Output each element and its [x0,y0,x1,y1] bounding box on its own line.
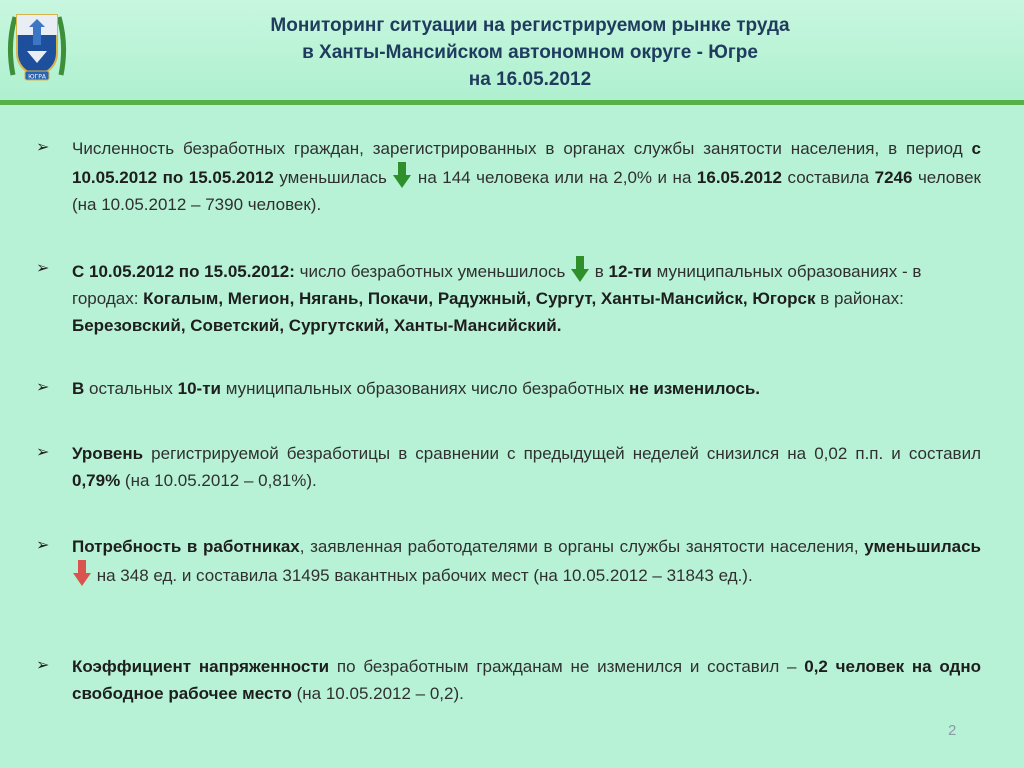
page-number: 2 [948,722,957,739]
bullet-marker: ➢ [36,537,50,554]
bullet-marker: ➢ [36,444,50,461]
arrow-down-green-icon [570,256,590,283]
arrow-down-green-icon [392,162,412,189]
paragraph-unemployed-count: Численность безработных граждан, зарегистрированных в органах службы занятости населения, в период с 10.05.2012 по 15.05.2012 уменьшилась на 144 человека или на 2,0% и на 16.05.2012 составила 7246 человек (на 10.05.2012 – 7390 человек). [72,139,981,214]
header-divider [0,100,1024,105]
title-line-3: на 16.05.2012 [468,69,592,90]
bullet-marker: ➢ [36,139,50,156]
paragraph-unchanged: В остальных 10-ти муниципальных образованиях число безработных не изменилось. [72,379,760,398]
bullet-marker: ➢ [36,657,50,674]
arrow-down-red-icon [72,560,92,587]
title-line-2: в Ханты-Мансийском автономном округе - Югре [302,42,758,63]
paragraph-tension-coefficient: Коэффициент напряженности по безработным гражданам не изменился и составил – 0,2 человек на одно свободное рабочее место (на 10.05.2012 – 0,2). [72,657,981,703]
paragraph-municipalities: С 10.05.2012 по 15.05.2012: число безработных уменьшилось в 12-ти муниципальных образованиях - в городах: Когалым, Мегион, Нягань, Покачи, Радужный, Сургут, Ханты-Мансийск, Югорск в районах: Березовский, Советский, Сургутский, Ханты-Мансийский. [72,256,947,339]
bullet-marker: ➢ [36,379,50,396]
bullet-marker: ➢ [36,260,50,277]
title-line-1: Мониторинг ситуации на регистрируемом рынке труда [270,15,790,36]
paragraph-unemployment-rate: Уровень регистрируемой безработицы в сравнении с предыдущей неделей снизился на 0,02 п.п. и составил 0,79% (на 10.05.2012 – 0,81%). [72,444,981,490]
page-title [100,12,960,93]
svg-text:ЮГРА: ЮГРА [28,73,46,81]
paragraph-vacancies: Потребность в работниках, заявленная работодателями в органы службы занятости населения, уменьшилась на 348 ед. и составила 31495 вакантных рабочих мест (на 10.05.2012 – 31843 ед.). [72,537,981,585]
coat-of-arms-icon [5,5,69,89]
